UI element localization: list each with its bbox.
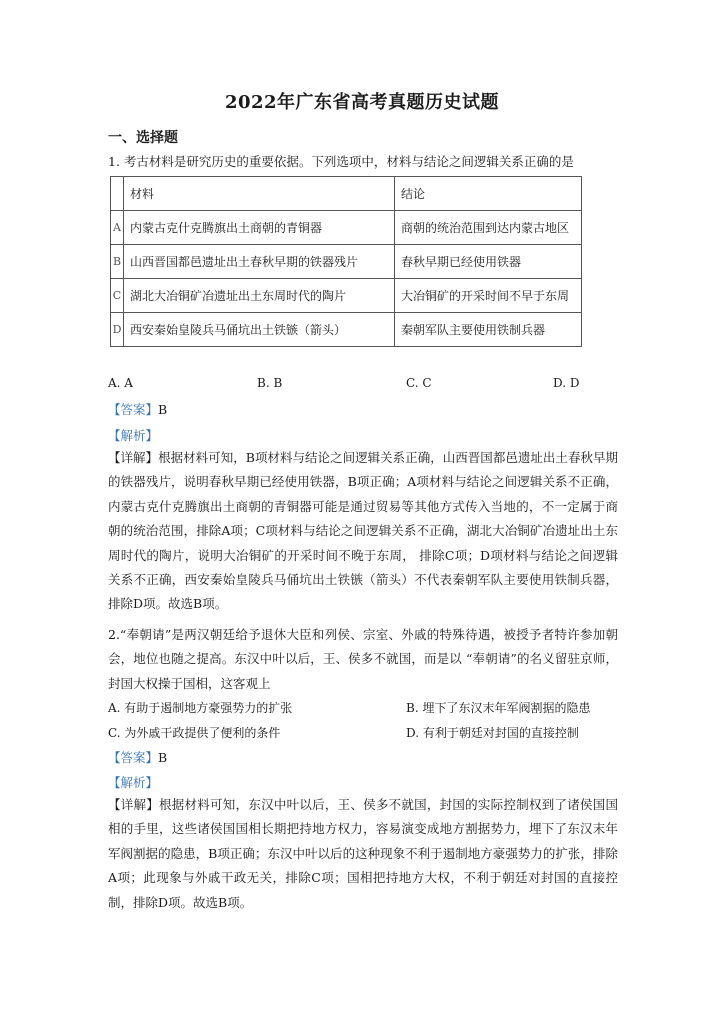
row-conclusion: 商朝的统治范围到达内蒙古地区 [395, 211, 582, 245]
row-conclusion: 大冶铜矿的开采时间不早于东周 [395, 279, 582, 313]
table-row [111, 211, 582, 245]
section-heading: 一、选择题 [108, 130, 178, 146]
question-1-answer [108, 400, 167, 418]
row-material: 湖北大冶铜矿冶遗址出土东周时代的陶片 [124, 279, 395, 313]
table-row [111, 313, 582, 347]
question-2-answer [108, 748, 167, 766]
question-1-stem: 1. 考古材料是研究历史的重要依据。下列选项中，材料与结论之间逻辑关系正确的是 [108, 154, 574, 169]
row-label: A [111, 211, 124, 245]
table-header-conclusion: 结论 [395, 177, 582, 211]
detail-text: 根据材料可知，B项材料与结论之间逻辑关系正确，山西晋国都邑遗址出土春秋早期的铁器残片，说明春秋早期已经使用铁器，B项正确；A项材料与结论之间逻辑关系不正确，内蒙古克什克腾旗出土商朝的青铜器可能是通过贸易等其他方式传入当地的，不一定属于商朝的统治范围，排除A项；C项材料与结论之间逻辑关系不正确，湖北大冶铜矿冶遗址出土东周时代的陶片，说明大冶铜矿的开采时间不晚于东周， 排除C项；D项材料与结论之间逻辑关系不正确，西安秦始皇陵兵马俑坑出土铁镞（箭头）不代表秦朝军队主要使用铁制兵器，排除D项。故选B项。 [108, 450, 618, 612]
row-conclusion: 春秋早期已经使用铁器 [395, 245, 582, 279]
option-d[interactable]: D. D [553, 376, 580, 390]
table-header-material: 材料 [124, 177, 395, 211]
answer-tag: 【答案】 [108, 750, 159, 765]
row-material: 西安秦始皇陵兵马俑坑出土铁镞（箭头） [124, 313, 395, 347]
row-material: 山西晋国都邑遗址出土春秋早期的铁器残片 [124, 245, 395, 279]
analysis-tag: 【解析】 [108, 775, 159, 790]
option-c[interactable]: C. 为外戚干政提供了便利的条件 [108, 726, 281, 740]
row-label: B [111, 245, 124, 279]
table-header-row [111, 177, 582, 211]
option-c[interactable]: C. C [406, 376, 432, 390]
option-a[interactable]: A. A [108, 376, 133, 390]
row-label: C [111, 279, 124, 313]
analysis-tag: 【解析】 [108, 428, 159, 443]
row-label: D [111, 313, 124, 347]
document-title: 2022年广东省高考真题历史试题 [224, 92, 500, 113]
detail-text: 根据材料可知，东汉中叶以后，王、侯多不就国，封国的实际控制权到了诸侯国国相的手里，这些诸侯国国相长期把持地方权力，容易演变成地方割据势力，埋下了东汉末年军阀割据的隐患，B项正确；东汉中叶以后的这种现象不利于遏制地方豪强势力的扩张，排除A项；此现象与外戚干政无关，排除C项；国相把持地方大权，不利于朝廷对封国的直接控制，排除D项。故选B项。 [108, 797, 618, 910]
answer-value: B [158, 750, 168, 765]
question-2-detail [108, 793, 618, 915]
question-2-analysis-heading [108, 773, 158, 791]
table-header-label [111, 177, 124, 211]
option-b[interactable]: B. B [257, 376, 283, 390]
option-d[interactable]: D. 有利于朝廷对封国的直接控制 [406, 726, 579, 740]
answer-value: B [158, 402, 168, 417]
answer-tag: 【答案】 [108, 402, 159, 417]
table-row [111, 279, 582, 313]
detail-tag: 【详解】 [108, 797, 160, 812]
detail-tag: 【详解】 [108, 450, 159, 465]
row-material: 内蒙古克什克腾旗出土商朝的青铜器 [124, 211, 395, 245]
question-1-analysis-heading [108, 426, 158, 444]
table-row [111, 245, 582, 279]
question-1-table [110, 176, 582, 347]
question-2-stem: 2.“奉朝请”是两汉朝廷给予退休大臣和列侯、宗室、外戚的特殊待遇，被授予者特许参加朝会，地位也随之提高。东汉中叶以后，王、侯多不就国，而是以 “奉朝请”的名义留驻京师，封国大权操于国相，这客观上 [108, 627, 618, 691]
option-b[interactable]: B. 埋下了东汉末年军阀割据的隐患 [406, 701, 591, 715]
row-conclusion: 秦朝军队主要使用铁制兵器 [395, 313, 582, 347]
question-1-detail [108, 446, 618, 617]
option-a[interactable]: A. 有助于遏制地方豪强势力的扩张 [108, 701, 293, 715]
